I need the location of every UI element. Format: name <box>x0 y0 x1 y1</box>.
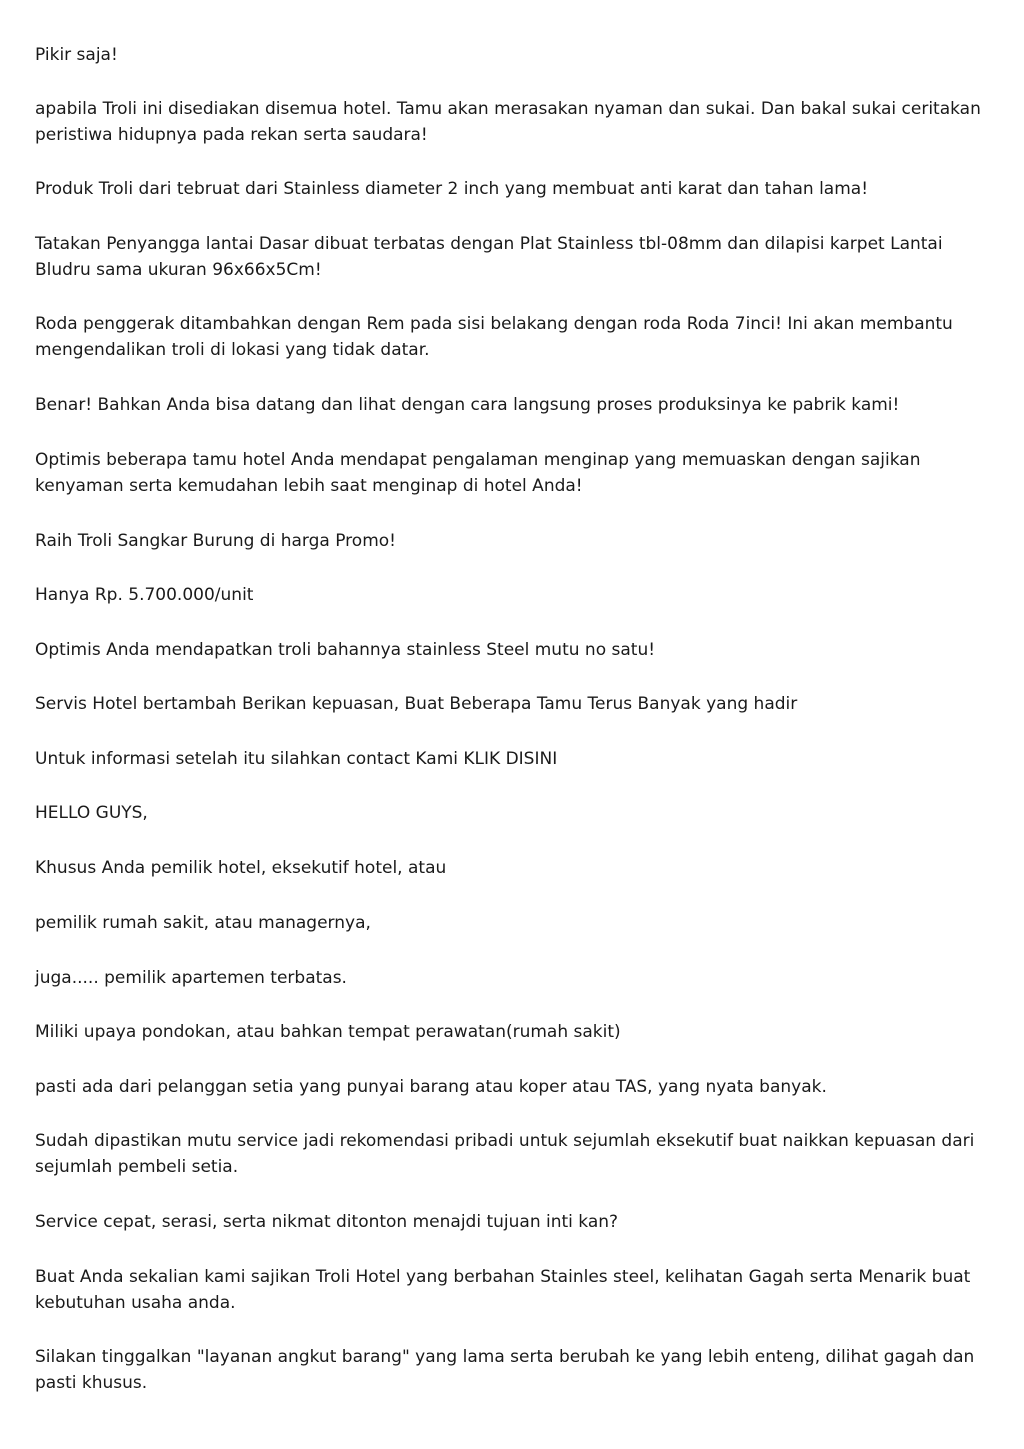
paragraph-3: Produk Troli dari tebruat dari Stainless diameter 2 inch yang membuat anti karat dan tahan lama! <box>35 179 869 199</box>
paragraph-16: juga..... pemilik apartemen terbatas. <box>35 968 347 988</box>
contact-paragraph: Untuk informasi setelah itu silahkan contact Kami KLIK DISINI <box>35 749 558 769</box>
paragraph-1: Pikir saja! <box>35 45 118 65</box>
paragraph-10: Optimis Anda mendapatkan troli bahannya stainless Steel mutu no satu! <box>35 640 656 660</box>
price-paragraph: Hanya Rp. 5.700.000/unit <box>35 585 254 605</box>
paragraph-22: Silakan tinggalkan "layanan angkut barang" yang lama serta berubah ke yang lebih enteng, dilihat gagah dan pasti khusus. <box>35 1347 975 1393</box>
paragraph-4: Tatakan Penyangga lantai Dasar dibuat terbatas dengan Plat Stainless tbl-08mm dan dilapisi karpet Lantai Bludru sama ukuran 96x66x5Cm! <box>35 234 943 280</box>
paragraph-17: Miliki upaya pondokan, atau bahkan tempat perawatan(rumah sakit) <box>35 1022 621 1042</box>
paragraph-8: Raih Troli Sangkar Burung di harga Promo! <box>35 531 396 551</box>
paragraph-11: Servis Hotel bertambah Berikan kepuasan, Buat Beberapa Tamu Terus Banyak yang hadir <box>35 694 798 714</box>
paragraph-13: HELLO GUYS, <box>35 803 148 823</box>
paragraph-14: Khusus Anda pemilik hotel, eksekutif hotel, atau <box>35 858 447 878</box>
paragraph-21: Buat Anda sekalian kami sajikan Troli Hotel yang berbahan Stainles steel, kelihatan Gagah serta Menarik buat kebutuhan usaha anda. <box>35 1267 971 1313</box>
paragraph-5: Roda penggerak ditambahkan dengan Rem pada sisi belakang dengan roda Roda 7inci! Ini akan membantu mengendalikan troli di lokasi yang tidak datar. <box>35 314 953 360</box>
paragraph-6: Benar! Bahkan Anda bisa datang dan lihat dengan cara langsung proses produksinya ke pabrik kami! <box>35 395 900 415</box>
paragraph-18: pasti ada dari pelanggan setia yang punyai barang atau koper atau TAS, yang nyata banyak. <box>35 1077 827 1097</box>
paragraph-20: Service cepat, serasi, serta nikmat ditonton menajdi tujuan inti kan? <box>35 1212 619 1232</box>
paragraph-2: apabila Troli ini disediakan disemua hotel. Tamu akan merasakan nyaman dan sukai. Dan bakal sukai ceritakan peristiwa hidupnya pada rekan serta saudara! <box>35 99 981 145</box>
paragraph-19: Sudah dipastikan mutu service jadi rekomendasi pribadi untuk sejumlah eksekutif buat naikkan kepuasan dari sejumlah pembeli setia. <box>35 1131 975 1177</box>
paragraph-15: pemilik rumah sakit, atau managernya, <box>35 913 371 933</box>
paragraph-7: Optimis beberapa tamu hotel Anda mendapat pengalaman menginap yang memuaskan dengan sajikan kenyaman serta kemudahan lebih saat menginap di hotel Anda! <box>35 450 921 496</box>
